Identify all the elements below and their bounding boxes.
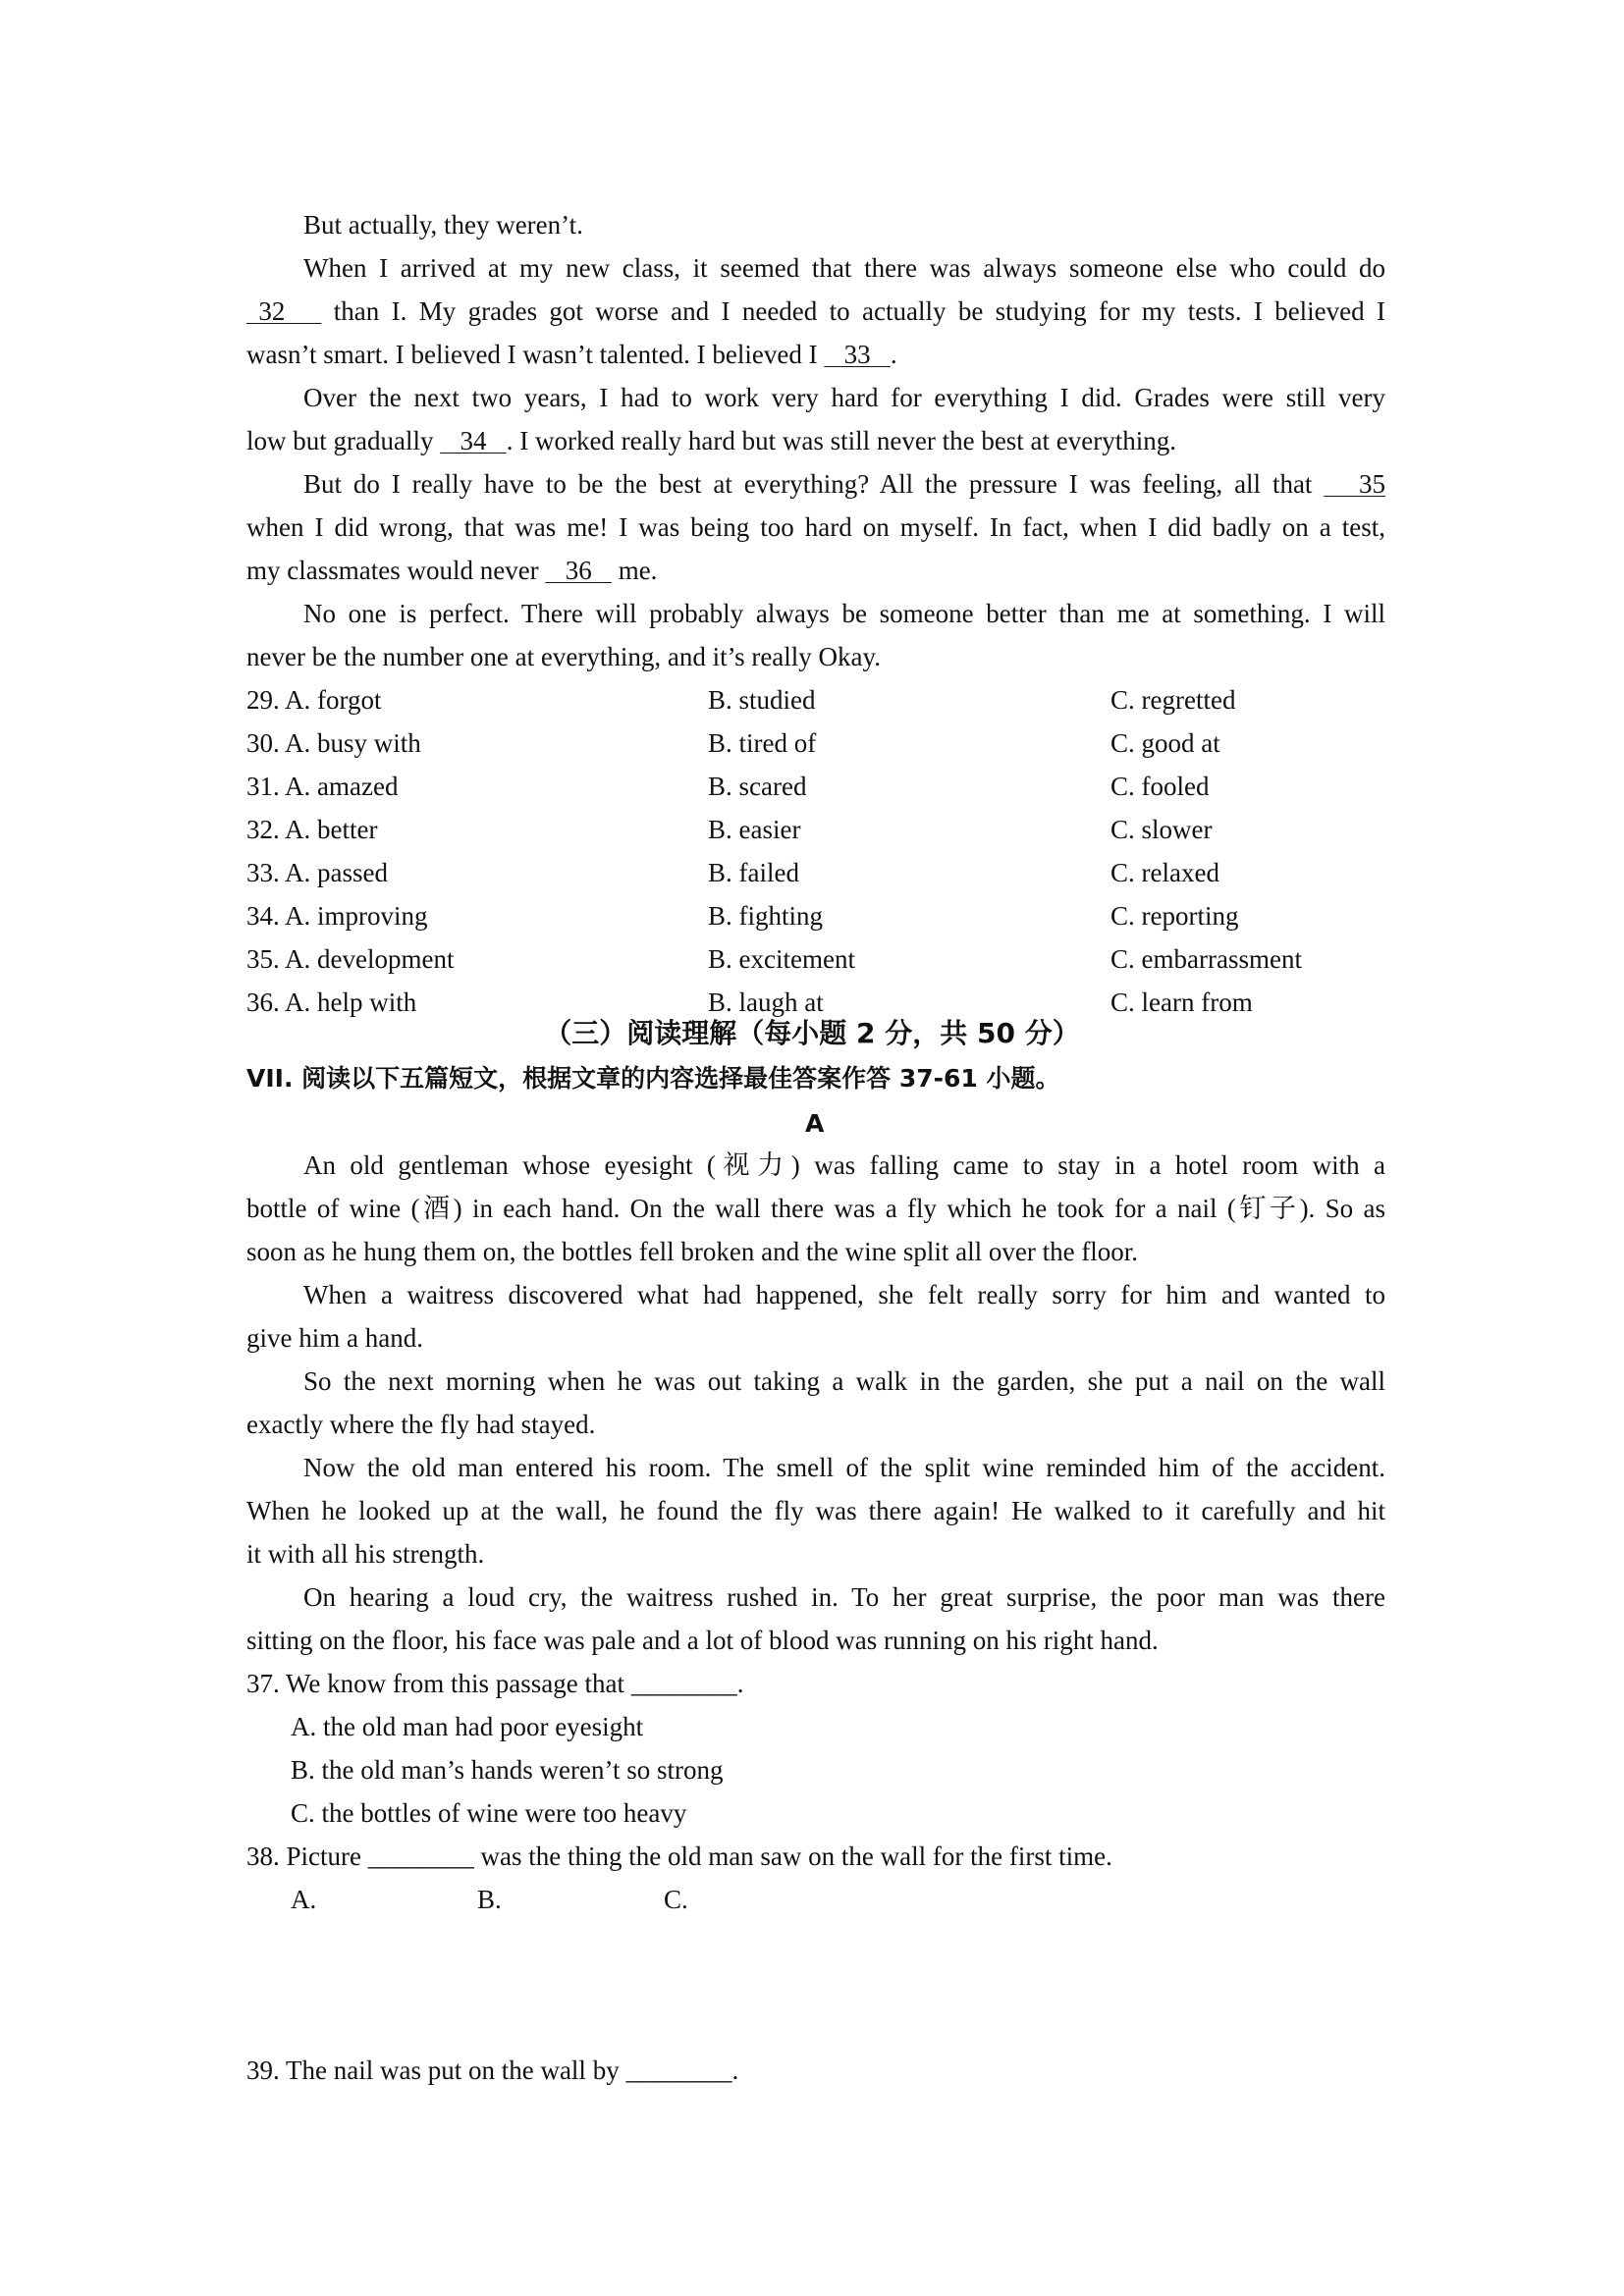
- option-c: C. good at: [1110, 728, 1220, 758]
- option-b: B. laugh at: [708, 988, 824, 1017]
- option-c: C. reporting: [1110, 901, 1239, 931]
- option-b: B. scared: [708, 772, 807, 801]
- option-b: B. excitement: [708, 944, 855, 974]
- paragraph-line: sitting on the floor, his face was pale and a lot of blood was running on his right hand.: [246, 1626, 1159, 1655]
- paragraph-line: never be the number one at everything, and it’s really Okay.: [246, 642, 882, 671]
- option-c: C. fooled: [1110, 772, 1210, 801]
- option-b: B. failed: [708, 858, 799, 887]
- option-a: 33. A. passed: [246, 858, 388, 887]
- paragraph-line: When a waitress discovered what had happened, she felt really sorry for him and wanted to: [303, 1280, 1385, 1309]
- blank-32: 32: [258, 296, 286, 326]
- option-a: 29. A. forgot: [246, 685, 382, 715]
- blank-33: 33: [843, 340, 871, 369]
- paragraph-line: When he looked up at the wall, he found the fly was there again! He walked to it carefully and hit: [246, 1496, 1385, 1525]
- option-c: C. embarrassment: [1110, 944, 1302, 974]
- paragraph-line: An old gentleman whose eyesight (视力) was falling came to stay in a hotel room with a: [303, 1150, 1385, 1180]
- paragraph-line: When I arrived at my new class, it seemed that there was always someone else who could do: [303, 253, 1385, 283]
- paragraph-line: bottle of wine (酒) in each hand. On the wall there was a fly which he took for a nail (钉子). So as: [246, 1194, 1385, 1223]
- section-instruction: VII. 阅读以下五篇短文，根据文章的内容选择最佳答案作答 37-61 小题。: [246, 1064, 1060, 1093]
- option-a: 31. A. amazed: [246, 772, 399, 801]
- option-b: B. easier: [708, 815, 801, 844]
- paragraph-line: Over the next two years, I had to work very hard for everything I did. Grades were still very: [303, 383, 1385, 412]
- paragraph-line: No one is perfect. There will probably always be someone better than me at something. I will: [303, 599, 1385, 628]
- option-a: 32. A. better: [246, 815, 378, 844]
- paragraph-line: Now the old man entered his room. The smell of the split wine reminded him of the accident.: [303, 1453, 1385, 1482]
- question-38-option-b: B.: [477, 1885, 502, 1914]
- question-38: 38. Picture ________ was the thing the old man saw on the wall for the first time.: [246, 1842, 1112, 1871]
- blank-35: 35: [1359, 469, 1385, 499]
- paragraph-line: 32 than I. My grades got worse and I needed to actually be studying for my tests. I believed I: [246, 294, 1385, 328]
- paragraph-line: wasn’t smart. I believed I wasn’t talented. I believed I 33 .: [246, 340, 897, 369]
- passage-label: A: [805, 1109, 825, 1138]
- option-a: 30. A. busy with: [246, 728, 421, 758]
- question-38-option-a: A.: [291, 1885, 317, 1914]
- option-c: C. relaxed: [1110, 858, 1219, 887]
- paragraph-line: exactly where the fly had stayed.: [246, 1410, 596, 1439]
- question-38-option-c: C.: [664, 1885, 688, 1914]
- paragraph-line: low but gradually 34 . I worked really hard but was still never the best at everything.: [246, 426, 1177, 455]
- option-a: 36. A. help with: [246, 988, 417, 1017]
- question-37-option-a: A. the old man had poor eyesight: [291, 1712, 644, 1741]
- paragraph-line: soon as he hung them on, the bottles fell broken and the wine split all over the floor.: [246, 1237, 1139, 1266]
- option-a: 35. A. development: [246, 944, 455, 974]
- option-c: C. regretted: [1110, 685, 1236, 715]
- option-b: B. studied: [708, 685, 816, 715]
- blank-36: 36: [565, 556, 592, 585]
- question-37: 37. We know from this passage that ________.: [246, 1669, 744, 1698]
- question-39: 39. The nail was put on the wall by ________.: [246, 2056, 739, 2085]
- option-c: C. learn from: [1110, 988, 1253, 1017]
- paragraph-line: So the next morning when he was out taking a walk in the garden, she put a nail on the wall: [303, 1366, 1385, 1396]
- paragraph-line: But actually, they weren’t.: [303, 210, 583, 240]
- paragraph-line: it with all his strength.: [246, 1539, 485, 1569]
- paragraph-line: But do I really have to be the best at everything? All the pressure I was feeling, all that 35: [303, 469, 1385, 499]
- option-c: C. slower: [1110, 815, 1213, 844]
- blank-34: 34: [460, 426, 487, 455]
- option-b: B. tired of: [708, 728, 817, 758]
- question-37-option-b: B. the old man’s hands weren’t so strong: [291, 1755, 724, 1785]
- paragraph-line: On hearing a loud cry, the waitress rushed in. To her great surprise, the poor man was there: [303, 1582, 1385, 1612]
- paragraph-line: my classmates would never 36 me.: [246, 556, 658, 585]
- question-37-option-c: C. the bottles of wine were too heavy: [291, 1798, 687, 1828]
- option-a: 34. A. improving: [246, 901, 428, 931]
- option-b: B. fighting: [708, 901, 824, 931]
- paragraph-line: give him a hand.: [246, 1323, 423, 1353]
- section-heading: （三）阅读理解（每小题 2 分，共 50 分）: [544, 1017, 1080, 1049]
- paragraph-line: when I did wrong, that was me! I was being too hard on myself. In fact, when I did badly on a test,: [246, 512, 1385, 542]
